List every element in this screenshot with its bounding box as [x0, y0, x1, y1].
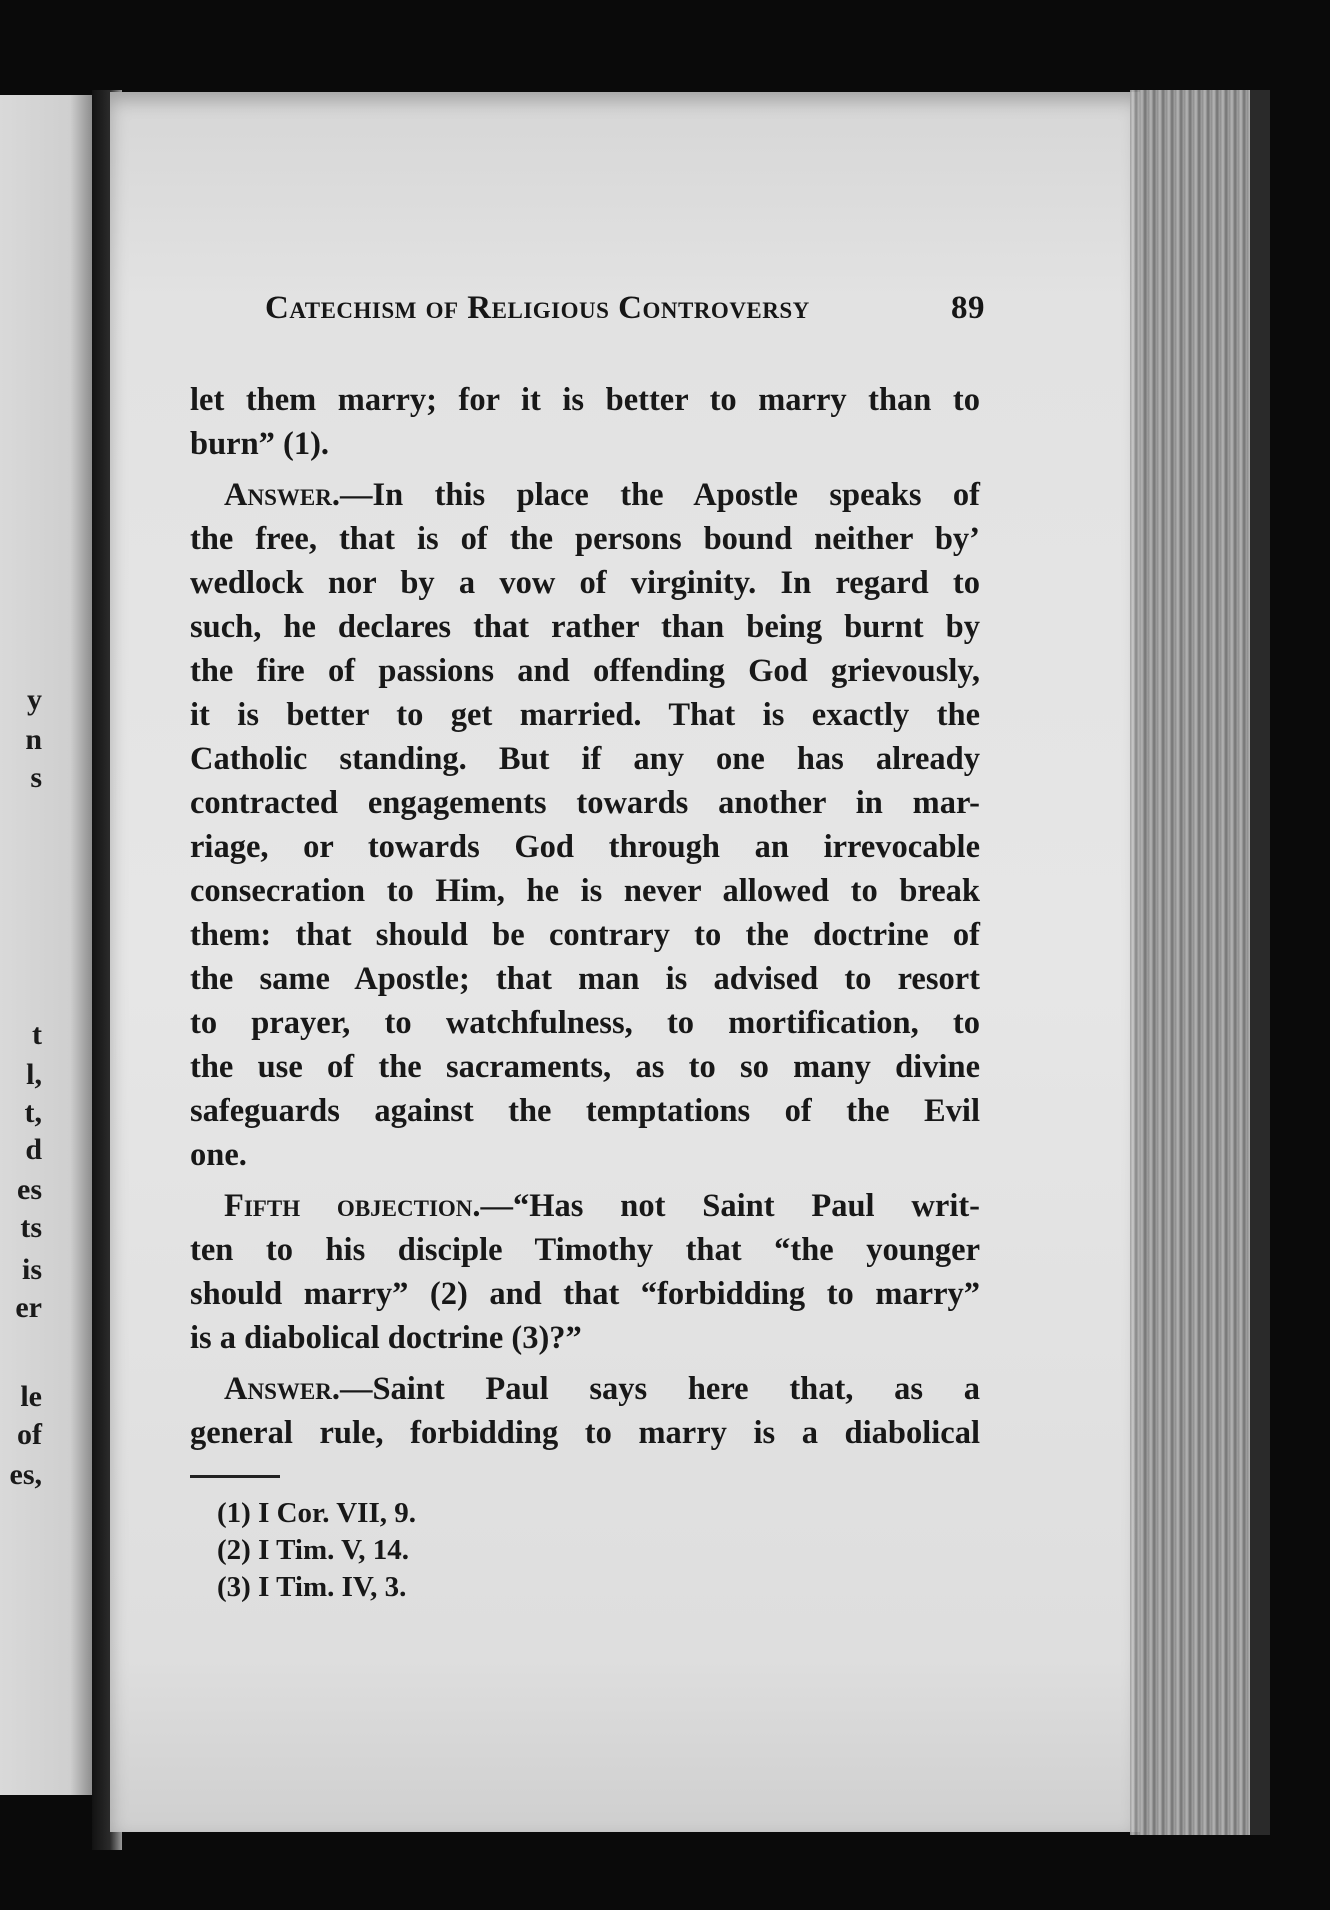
text-line-remainder: —In this place the Apostle speaks of — [339, 477, 980, 513]
text-line: is a diabolical doctrine (3)?” — [190, 1320, 582, 1356]
adjacent-text-fragment: y — [27, 683, 42, 716]
text-line: the use of the sacraments, as to so many divine — [190, 1049, 980, 1085]
text-line: the fire of passions and offending God grievously, — [190, 653, 980, 689]
text-line: safeguards against the temptations of the Evil — [190, 1093, 980, 1129]
answer-label: Answer. — [224, 477, 340, 513]
page-stack-edges — [1130, 90, 1255, 1835]
answer-label: Answer. — [224, 1371, 340, 1407]
text-line: should marry” (2) and that “forbidding to marry” — [190, 1276, 980, 1312]
paragraph-answer-2-line — [190, 1367, 980, 1411]
text-line: Catholic standing. But if any one has already — [190, 741, 980, 777]
text-line: one. — [190, 1137, 247, 1173]
text-line: let them marry; for it is better to marry than to — [190, 382, 980, 418]
adjacent-text-fragment: es — [17, 1173, 42, 1206]
text-line-remainder: —Saint Paul says here that, as a — [339, 1371, 980, 1407]
text-line: ten to his disciple Timothy that “the younger — [190, 1232, 980, 1268]
footnote: (3) I Tim. IV, 3. — [217, 1571, 407, 1603]
page-stack-shadow — [1250, 90, 1270, 1835]
adjacent-text-fragment: of — [17, 1418, 42, 1451]
body-text — [190, 378, 980, 1455]
running-head — [265, 290, 985, 327]
text-line-remainder: —“Has not Saint Paul writ- — [480, 1188, 980, 1224]
text-line: wedlock nor by a vow of virginity. In regard to — [190, 565, 980, 601]
adjacent-text-fragment: s — [30, 761, 42, 794]
text-line: them: that should be contrary to the doctrine of — [190, 917, 980, 953]
adjacent-text-fragment: t, — [24, 1096, 42, 1129]
footnote: (1) I Cor. VII, 9. — [217, 1497, 416, 1529]
adjacent-text-fragment: l, — [26, 1058, 42, 1091]
text-line: riage, or towards God through an irrevocable — [190, 829, 980, 865]
objection-label: Fifth objection. — [224, 1188, 481, 1224]
adjacent-text-fragment: es, — [9, 1458, 42, 1491]
text-line: consecration to Him, he is never allowed to break — [190, 873, 980, 909]
adjacent-text-fragment: ts — [20, 1211, 42, 1244]
footnote-rule — [190, 1475, 280, 1478]
page-number: 89 — [951, 290, 985, 326]
adjacent-text-fragment: le — [20, 1380, 42, 1413]
footnote: (2) I Tim. V, 14. — [217, 1534, 410, 1566]
text-line: general rule, forbidding to marry is a diabolical — [190, 1415, 980, 1451]
text-line: contracted engagements towards another in mar- — [190, 785, 980, 821]
footnotes — [217, 1495, 416, 1606]
adjacent-text-fragment: t — [32, 1018, 42, 1051]
text-line: the same Apostle; that man is advised to resort — [190, 961, 980, 997]
running-head-title: Catechism of Religious Controversy — [265, 290, 810, 326]
paragraph-objection-line — [190, 1184, 980, 1228]
adjacent-text-fragment: n — [25, 723, 42, 756]
text-line: to prayer, to watchfulness, to mortification, to — [190, 1005, 980, 1041]
adjacent-text-fragment: d — [25, 1133, 42, 1166]
adjacent-text-fragment: is — [21, 1253, 42, 1286]
text-line: the free, that is of the persons bound neither by’ — [190, 521, 980, 557]
text-line: it is better to get married. That is exactly the — [190, 697, 980, 733]
text-line: such, he declares that rather than being burnt by — [190, 609, 980, 645]
paragraph-answer-1-line — [190, 473, 980, 517]
text-line: burn” (1). — [190, 426, 330, 462]
adjacent-page-edge — [0, 95, 100, 1795]
adjacent-text-fragment: er — [15, 1291, 42, 1324]
